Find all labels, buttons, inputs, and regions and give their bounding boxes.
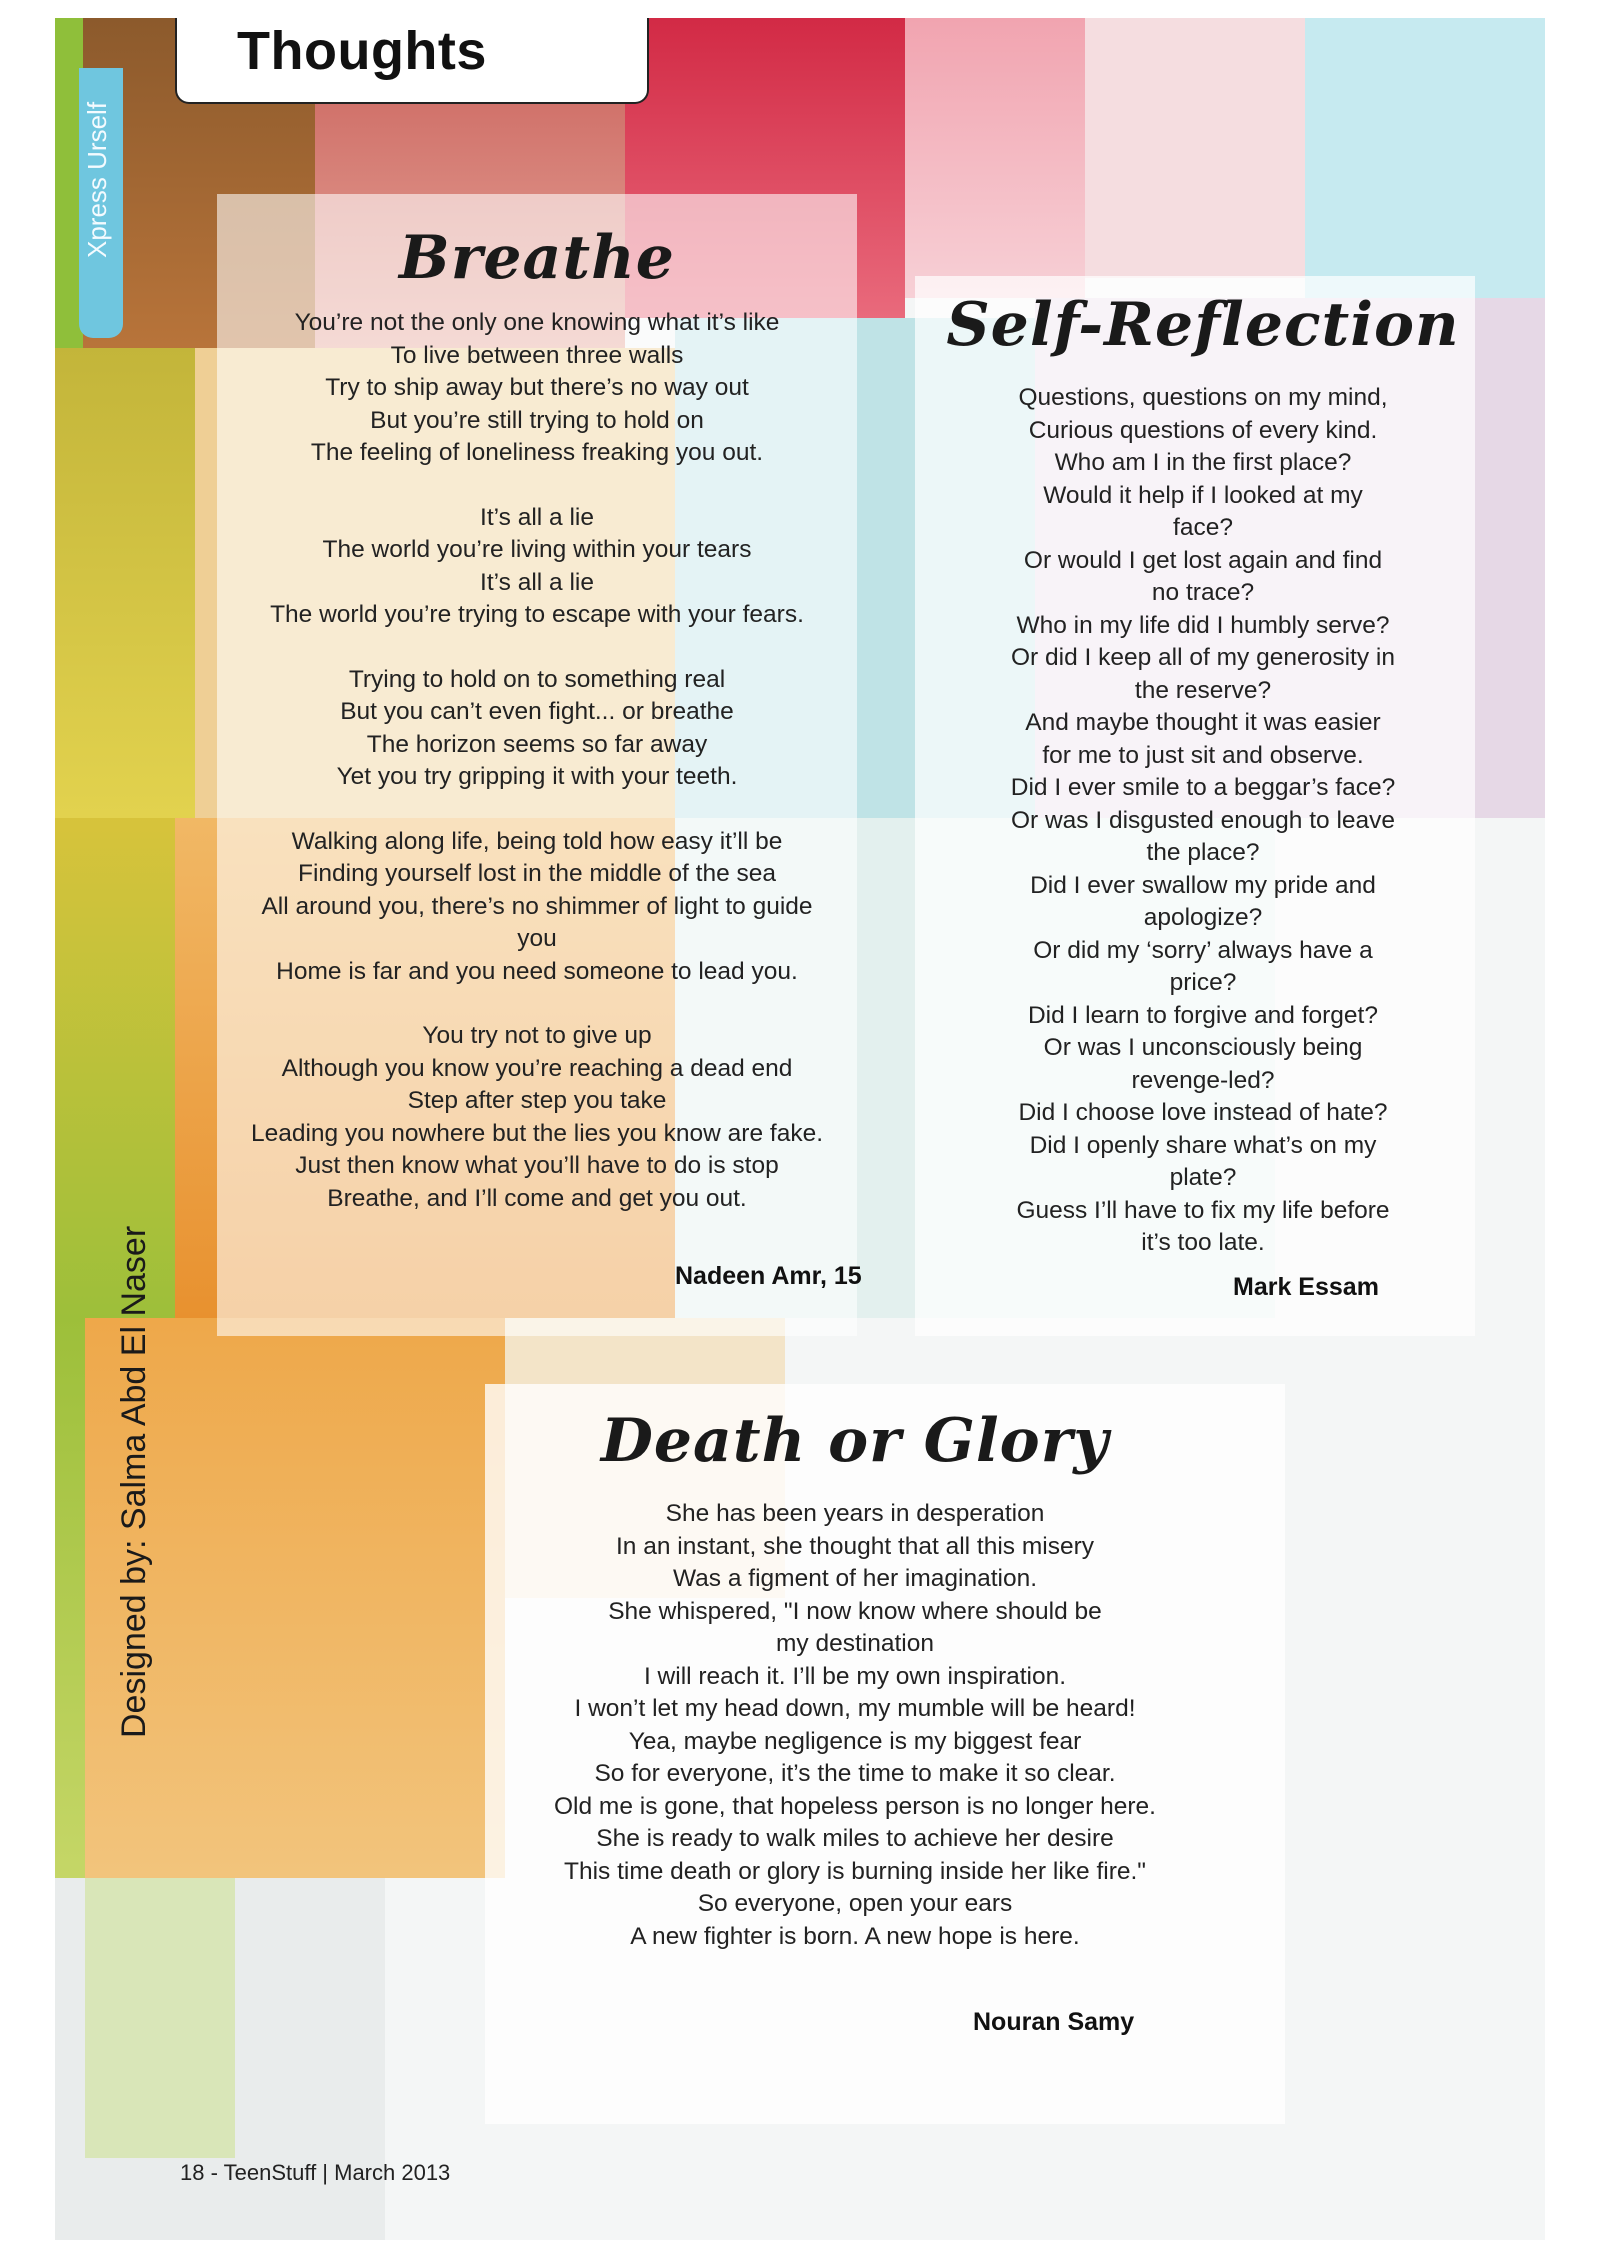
poem-line: Was a figment of her imagination. [672, 1565, 1038, 1592]
poem-line: A new fighter is born. A new hope is here. [630, 1922, 1080, 1950]
poem-line: it’s too late. [1141, 1229, 1265, 1256]
poem-line: Old me is gone, that hopeless person is no longer here. [554, 1792, 1156, 1820]
poem-line: Or was I unconsciously being [1043, 1034, 1363, 1061]
poem-line: Did I openly share what’s on my [1029, 1131, 1377, 1159]
poem-line: And maybe thought it was easier [1025, 709, 1381, 736]
poem-line: Walking along life, being told how easy it’ll be [291, 827, 783, 855]
poem-line: the reserve? [1134, 676, 1272, 704]
poem-line: So everyone, open your ears [697, 1890, 1013, 1917]
magazine-page [55, 18, 1545, 2240]
bg-block-pale-pink [1085, 18, 1305, 278]
poem-line: But you can’t even fight... or breathe [340, 698, 734, 725]
poem-line: The feeling of loneliness freaking you out. [310, 439, 764, 466]
poem-line: Or was I disgusted enough to leave [1010, 806, 1396, 834]
section-title: Thoughts [237, 21, 487, 81]
poem-line: Yea, maybe negligence is my biggest fear [628, 1727, 1082, 1755]
section-header-tab [175, 18, 649, 104]
poem-line: She has been years in desperation [665, 1500, 1045, 1527]
poem-line: plate? [1169, 1164, 1237, 1191]
poem-death-or-glory [485, 1406, 1225, 1953]
poem-line: Or did my ‘sorry’ always have a [1033, 936, 1373, 964]
poem-line: Who am I in the first place? [1054, 449, 1352, 476]
poem-title: Self-Reflection [946, 290, 1460, 360]
poem-author: Nadeen Amr, 15 [675, 1262, 862, 1290]
poem-line: for me to just sit and observe. [1042, 741, 1364, 769]
poem-line: Guess I’ll have to fix my life before [1016, 1196, 1390, 1224]
poem-line: no trace? [1151, 579, 1255, 606]
poem-line: you [517, 925, 557, 952]
poem-self-reflection [933, 290, 1473, 1260]
poem-line: Although you know you’re reaching a dead end [281, 1054, 793, 1082]
poem-line: Just then know what you’ll have to do is stop [295, 1152, 779, 1179]
poem-breathe [217, 223, 857, 1215]
poem-line: Questions, questions on my mind, [1018, 384, 1388, 411]
poem-line: She whispered, "I now know where should be [608, 1597, 1102, 1625]
poem-line: This time death or glory is burning inside her like fire." [564, 1857, 1146, 1885]
poem-line: The horizon seems so far away [366, 730, 708, 758]
poem-line: Would it help if I looked at my [1043, 481, 1363, 509]
poem-line: Trying to hold on to something real [348, 665, 726, 693]
poem-line: face? [1173, 514, 1233, 541]
poem-line: I will reach it. I’ll be my own inspiration. [643, 1662, 1067, 1690]
poem-author: Nouran Samy [973, 2008, 1135, 2036]
stanza-gap [217, 794, 857, 826]
poem-line: Yet you try gripping it with your teeth. [336, 763, 738, 790]
poem-body [485, 1498, 1225, 1953]
poem-line: Did I choose love instead of hate? [1018, 1099, 1388, 1126]
poem-line: Leading you nowhere but the lies you know are fake. [250, 1119, 824, 1147]
poem-line: In an instant, she thought that all this misery [615, 1532, 1094, 1560]
poem-line: Did I ever swallow my pride and [1030, 871, 1376, 899]
poem-line: Who in my life did I humbly serve? [1016, 611, 1390, 639]
poem-line: The world you’re living within your tears [322, 536, 752, 563]
poem-line: Step after step you take [407, 1087, 667, 1114]
poem-line: Finding yourself lost in the middle of the sea [297, 860, 776, 887]
page-footer: 18 - TeenStuff | March 2013 [180, 2160, 451, 2185]
poem-line: price? [1169, 969, 1237, 996]
stanza-gap [217, 470, 857, 502]
poem-title: Breathe [399, 223, 675, 293]
poem-line: the place? [1146, 839, 1260, 866]
poem-line: Did I learn to forgive and forget? [1027, 1001, 1378, 1029]
poem-title: Death or Glory [600, 1406, 1110, 1476]
poem-line: You try not to give up [422, 1022, 652, 1049]
poem-line: Home is far and you need someone to lead you. [276, 957, 798, 985]
poem-line: revenge-led? [1131, 1066, 1275, 1094]
poem-line: It’s all a lie [480, 568, 594, 596]
poem-line: All around you, there’s no shimmer of light to guide [261, 892, 813, 920]
bg-block-olive [55, 348, 195, 818]
poem-line: I won’t let my head down, my mumble will be heard! [574, 1695, 1136, 1722]
designer-credit: Designed by: Salma Abd El Naser [115, 1225, 153, 1738]
poem-line: apologize? [1143, 904, 1263, 931]
stanza-gap [217, 632, 857, 664]
poem-line: She is ready to walk miles to achieve her desire [596, 1825, 1114, 1852]
poem-line: Try to ship away but there’s no way out [325, 374, 749, 401]
side-tab-label: Xpress Urself [82, 101, 112, 258]
poem-line: But you’re still trying to hold on [370, 406, 704, 434]
side-tab [79, 68, 123, 338]
poem-line: So for everyone, it’s the time to make it so clear. [594, 1760, 1116, 1787]
poem-body [933, 382, 1473, 1260]
poem-line: The world you’re trying to escape with your fears. [270, 601, 804, 628]
poem-line: Curious questions of every kind. [1028, 416, 1378, 444]
stanza-gap [217, 988, 857, 1020]
poem-line: Or did I keep all of my generosity in [1010, 644, 1395, 671]
poem-body [217, 307, 857, 1215]
poem-line: Breathe, and I’ll come and get you out. [327, 1184, 747, 1212]
poem-line: Or would I get lost again and find [1023, 546, 1383, 574]
poem-line: Did I ever smile to a beggar’s face? [1010, 774, 1396, 801]
poem-line: It’s all a lie [480, 503, 594, 531]
poem-author: Mark Essam [1233, 1273, 1379, 1301]
poem-line: my destination [776, 1630, 934, 1657]
bg-block-pale-green [85, 1878, 235, 2158]
bg-block-pink [905, 18, 1085, 298]
poem-line: You’re not the only one knowing what it’s like [294, 309, 780, 336]
poem-line: To live between three walls [390, 341, 684, 369]
